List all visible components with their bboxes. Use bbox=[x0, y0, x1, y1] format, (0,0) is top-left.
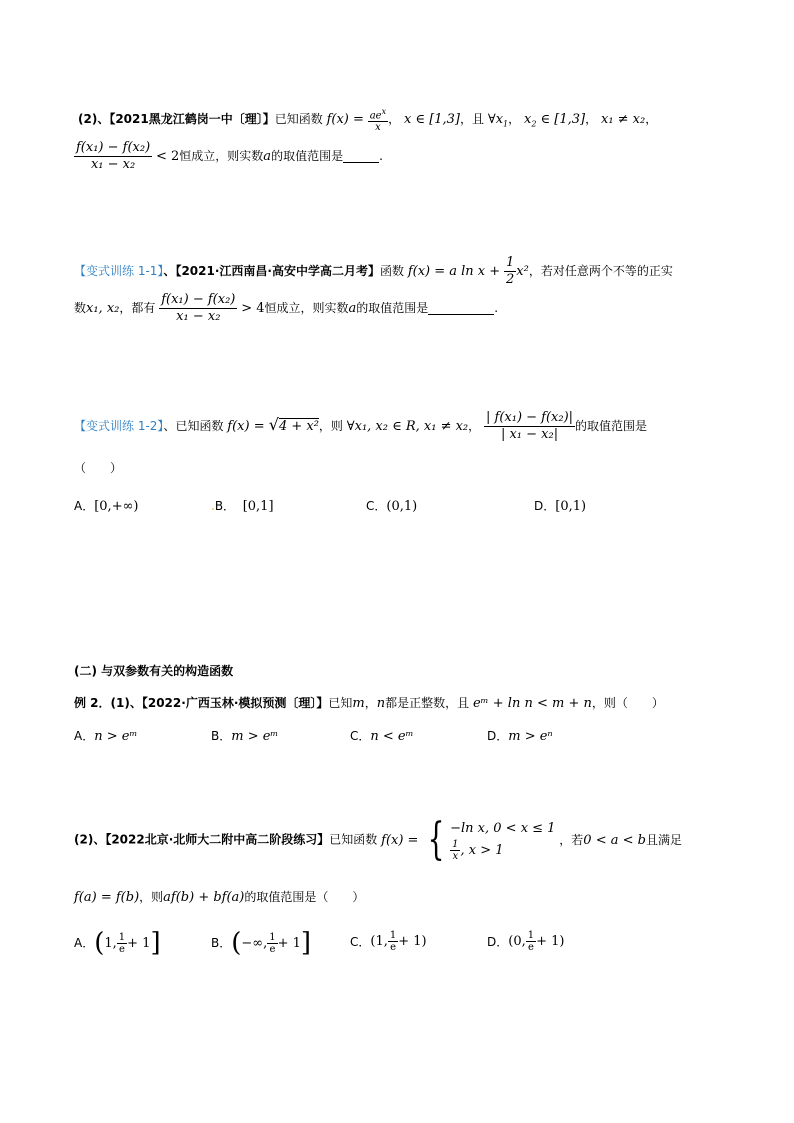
ex2b-expr: af(b) + bf(a) bbox=[163, 890, 245, 905]
q2-label: (2)、 bbox=[78, 112, 110, 127]
q2-domain: x ∈ [1,3] bbox=[403, 112, 461, 128]
q2-line1: (2)、【2021黑龙江鹤岗一中〔理〕】已知函数 f(x) = $\frac{ae^x}{x}$ ， x ∈ [1,3]，且 $\forall x_1$， $x_2$ ∈ [1,3]， x₁ ≠ x₂， bbox=[78, 107, 658, 134]
v1-tag: 【变式训练 1-1】 bbox=[74, 264, 164, 278]
ex2b-fx: f(x) = bbox=[381, 832, 419, 848]
q2-text: 已知函数 bbox=[274, 112, 323, 127]
ex2b-line2: f(a) = f(b)，则af(b) + bf(a)的取值范围是（ ） bbox=[74, 890, 365, 905]
piecewise-brace: { bbox=[427, 814, 445, 865]
ex2b-line1: (2)、【2022北京·北师大二附中高二阶段练习】已知函数 f(x) = { −ln x, 0 < x ≤ 1 $\frac{1}{x}$ , x > 1 ，若0 < a < b且满足 bbox=[74, 814, 682, 865]
q2-answer-blank[interactable] bbox=[343, 150, 379, 163]
v2-option-a[interactable]: A．[0,+∞) bbox=[74, 499, 139, 514]
ex2b-option-b[interactable]: B．(−∞, $\frac{1}{e}$ + 1] bbox=[211, 928, 312, 958]
v1-inequality: > 4 bbox=[241, 301, 265, 316]
v1-line1: 【变式训练 1-1】、【2021·江西南昌·高安中学高二月考】函数 f(x) = a ln x + $\frac{1}{2}$ x²，若对任意两个不等的正实 bbox=[74, 255, 673, 287]
ex2-condition: eᵐ + ln n < m + n bbox=[472, 696, 592, 711]
v2-paren: （ ） bbox=[74, 461, 123, 475]
ex2b-option-d[interactable]: D．(0, $\frac{1}{e}$ + 1) bbox=[487, 930, 565, 953]
v2-option-b[interactable]: .B． [0,1] bbox=[211, 499, 274, 514]
v1-line2: 数x₁, x₂，都有 $\frac{\text{f(x₁) − f(x₂)}}{\text{x₁ − x₂}}$ > 4恒成立，则实数a的取值范围是 . bbox=[74, 292, 499, 324]
ex2-option-c[interactable]: C．n < eᵐ bbox=[350, 729, 414, 744]
v1-diff-quotient: $\frac{\text{f(x₁) − f(x₂)}}{\text{x₁ − x₂}}$ bbox=[161, 292, 236, 324]
ex2-option-d[interactable]: D．m > eⁿ bbox=[487, 729, 553, 744]
v2-option-c[interactable]: C．(0,1) bbox=[366, 499, 418, 514]
v1-fx: f(x) = a ln x + bbox=[407, 264, 501, 279]
v2-fx: f(x) = bbox=[227, 419, 269, 434]
q2-source: 【2021黑龙江鹤岗一中〔理〕】 bbox=[109, 112, 275, 127]
v1-answer-blank[interactable] bbox=[428, 302, 494, 315]
case-1: −ln x, 0 < x ≤ 1 bbox=[450, 820, 556, 836]
v2-line1: 【变式训练 1-2】、已知函数 f(x) = √4 + x²，则 ∀x₁, x₂ ∈ R, x₁ ≠ x₂， $\frac{\text{| f(x₁) − f(x₂)|}}{\text{| x₁ − x₂|}}$ 的取值范围是 bbox=[74, 410, 648, 442]
q2-line2: $\frac{\text{f(x₁) − f(x₂)}}{\text{x₁ − x₂}}$ < 2恒成立，则实数a的取值范围是 . bbox=[76, 140, 383, 172]
q2-var-a: a bbox=[263, 149, 272, 164]
ex2b-source: 【2022北京·北师大二附中高二阶段练习】 bbox=[105, 832, 330, 847]
v2-tag: 【变式训练 1-2】 bbox=[74, 419, 164, 433]
v1-x1x2: x₁, x₂ bbox=[86, 301, 120, 316]
case-2: $\frac{1}{x}$ , x > 1 bbox=[452, 838, 504, 862]
ex2-line1: 例 2．(1)、【2022·广西玉林·模拟预测〔理〕】已知m，n都是正整数，且 eᵐ + ln n < m + n，则（ ） bbox=[74, 696, 664, 711]
section-title: (二) 与双参数有关的构造函数 bbox=[74, 664, 234, 678]
q2-frac: $\frac{ae^x}{x}$ bbox=[369, 107, 387, 134]
q2-diff-quotient: $\frac{\text{f(x₁) − f(x₂)}}{\text{x₁ − x₂}}$ bbox=[76, 140, 151, 172]
q2-x2-domain: $x_2$ ∈ [1,3] bbox=[523, 112, 586, 129]
q2-fx: f(x) = bbox=[326, 112, 364, 128]
q2-neq: x₁ ≠ x₂ bbox=[600, 112, 646, 128]
piecewise-cases bbox=[450, 819, 555, 862]
v2-sqrt: √4 + x² bbox=[268, 415, 319, 434]
ex2b-option-c[interactable]: C．(1, $\frac{1}{e}$ + 1) bbox=[350, 930, 427, 953]
ex2-label: 例 2．(1)、 bbox=[74, 696, 142, 710]
v1-half: $\frac{1}{2}$ bbox=[506, 255, 515, 287]
ex2-option-b[interactable]: B．m > eᵐ bbox=[211, 729, 279, 744]
q2-forall: $\forall x_1$ bbox=[487, 112, 509, 129]
v1-source: 【2021·江西南昌·高安中学高二月考】 bbox=[175, 264, 380, 278]
q2-inequality: < 2 bbox=[155, 149, 180, 164]
v2-abs-quotient: $\frac{\text{| f(x₁) − f(x₂)|}}{\text{| x₁ − x₂|}}$ bbox=[486, 410, 574, 442]
ex2b-option-a[interactable]: A．(1, $\frac{1}{e}$ + 1] bbox=[74, 928, 161, 958]
ex2-source: 【2022·广西玉林·模拟预测〔理〕】 bbox=[141, 696, 329, 710]
v2-condition: ∀x₁, x₂ ∈ R, x₁ ≠ x₂ bbox=[346, 419, 469, 434]
v2-option-d[interactable]: D．[0,1) bbox=[534, 499, 587, 514]
ex2-option-a[interactable]: A．n > eᵐ bbox=[74, 729, 138, 744]
